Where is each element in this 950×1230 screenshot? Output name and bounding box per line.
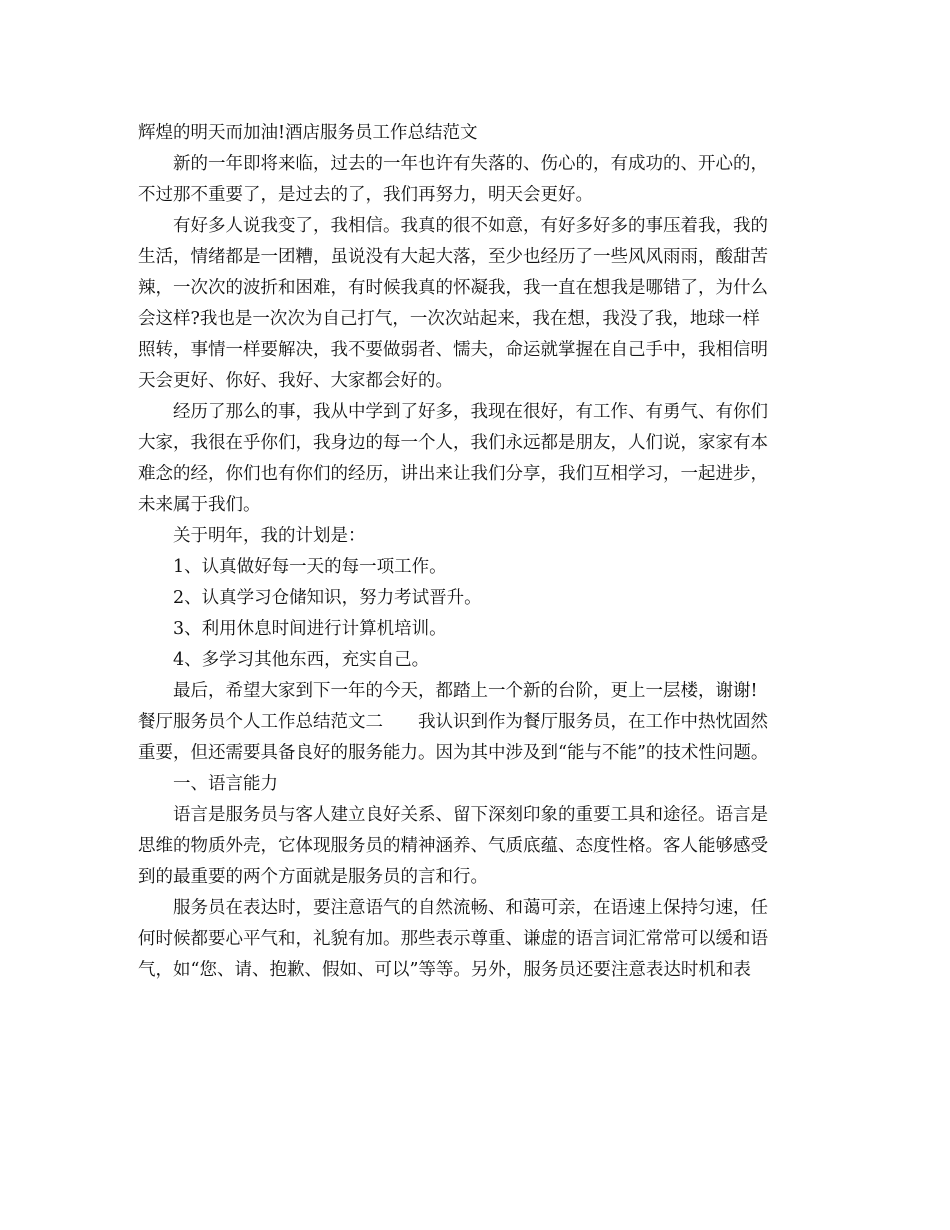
text-line: 思维的物质外壳，它体现服务员的精神涵养、气质底蕴、态度性格。客人能够感受 (138, 836, 768, 856)
text-line: 新的一年即将来临，过去的一年也许有失落的、伤心的，有成功的、开心的， (138, 154, 768, 174)
text-line: 难念的经，你们也有你们的经历，讲出来让我们分享，我们互相学习，一起进步， (138, 464, 768, 484)
text-line: 天会更好、你好、我好、大家都会好的。 (138, 371, 453, 391)
text-line: 语言是服务员与客人建立良好关系、留下深刻印象的重要工具和途径。语言是 (138, 805, 768, 825)
text-line: 一、语言能力 (138, 774, 278, 794)
text-line: 到的最重要的两个方面就是服务员的言和行。 (138, 867, 488, 887)
text-line: 何时候都要心平气和，礼貌有加。那些表示尊重、谦虚的语言词汇常常可以缓和语 (138, 929, 768, 949)
text-line: 经历了那么的事，我从中学到了好多，我现在很好，有工作、有勇气、有你们 (138, 402, 768, 422)
text-line: 生活，情绪都是一团糟，虽说没有大起大落，至少也经历了一些风风雨雨，酸甜苦 (138, 247, 768, 267)
text-line: 照转，事情一样要解决，我不要做弱者、懦夫，命运就掌握在自己手中，我相信明 (138, 340, 768, 360)
text-line: 3、利用休息时间进行计算机培训。 (138, 619, 447, 639)
text-line: 关于明年，我的计划是： (138, 526, 366, 546)
text-line: 未来属于我们。 (138, 495, 261, 515)
text-line: 1、认真做好每一天的每一项工作。 (138, 557, 447, 577)
text-line: 有好多人说我变了，我相信。我真的很不如意，有好多好多的事压着我，我的 (138, 216, 768, 236)
text-line: 餐厅服务员个人工作总结范文二 我认识到作为餐厅服务员，在工作中热忱固然 (138, 712, 768, 732)
document-body (138, 118, 828, 986)
text-line: 不过那不重要了，是过去的了，我们再努力，明天会更好。 (138, 185, 593, 205)
text-line: 服务员在表达时，要注意语气的自然流畅、和蔼可亲，在语速上保持匀速，任 (138, 898, 768, 918)
text-line: 辉煌的明天而加油!酒店服务员工作总结范文 (138, 123, 478, 143)
text-line: 4、多学习其他东西，充实自己。 (138, 650, 430, 670)
text-line: 2、认真学习仓储知识，努力考试晋升。 (138, 588, 482, 608)
text-line: 最后，希望大家到下一年的今天，都踏上一个新的台阶，更上一层楼，谢谢! (138, 681, 758, 701)
text-line: 重要，但还需要具备良好的服务能力。因为其中涉及到“能与不能”的技术性问题。 (138, 743, 769, 763)
text-line: 辣，一次次的波折和困难，有时候我真的怀凝我，我一直在想我是哪错了，为什么 (138, 278, 768, 298)
text-line: 气，如“您、请、抱歉、假如、可以”等等。另外，服务员还要注意表达时机和表 (138, 960, 751, 980)
text-line: 会这样?我也是一次次为自己打气，一次次站起来，我在想，我没了我，地球一样 (138, 309, 760, 329)
text-line: 大家，我很在乎你们，我身边的每一个人，我们永远都是朋友，人们说，家家有本 (138, 433, 768, 453)
